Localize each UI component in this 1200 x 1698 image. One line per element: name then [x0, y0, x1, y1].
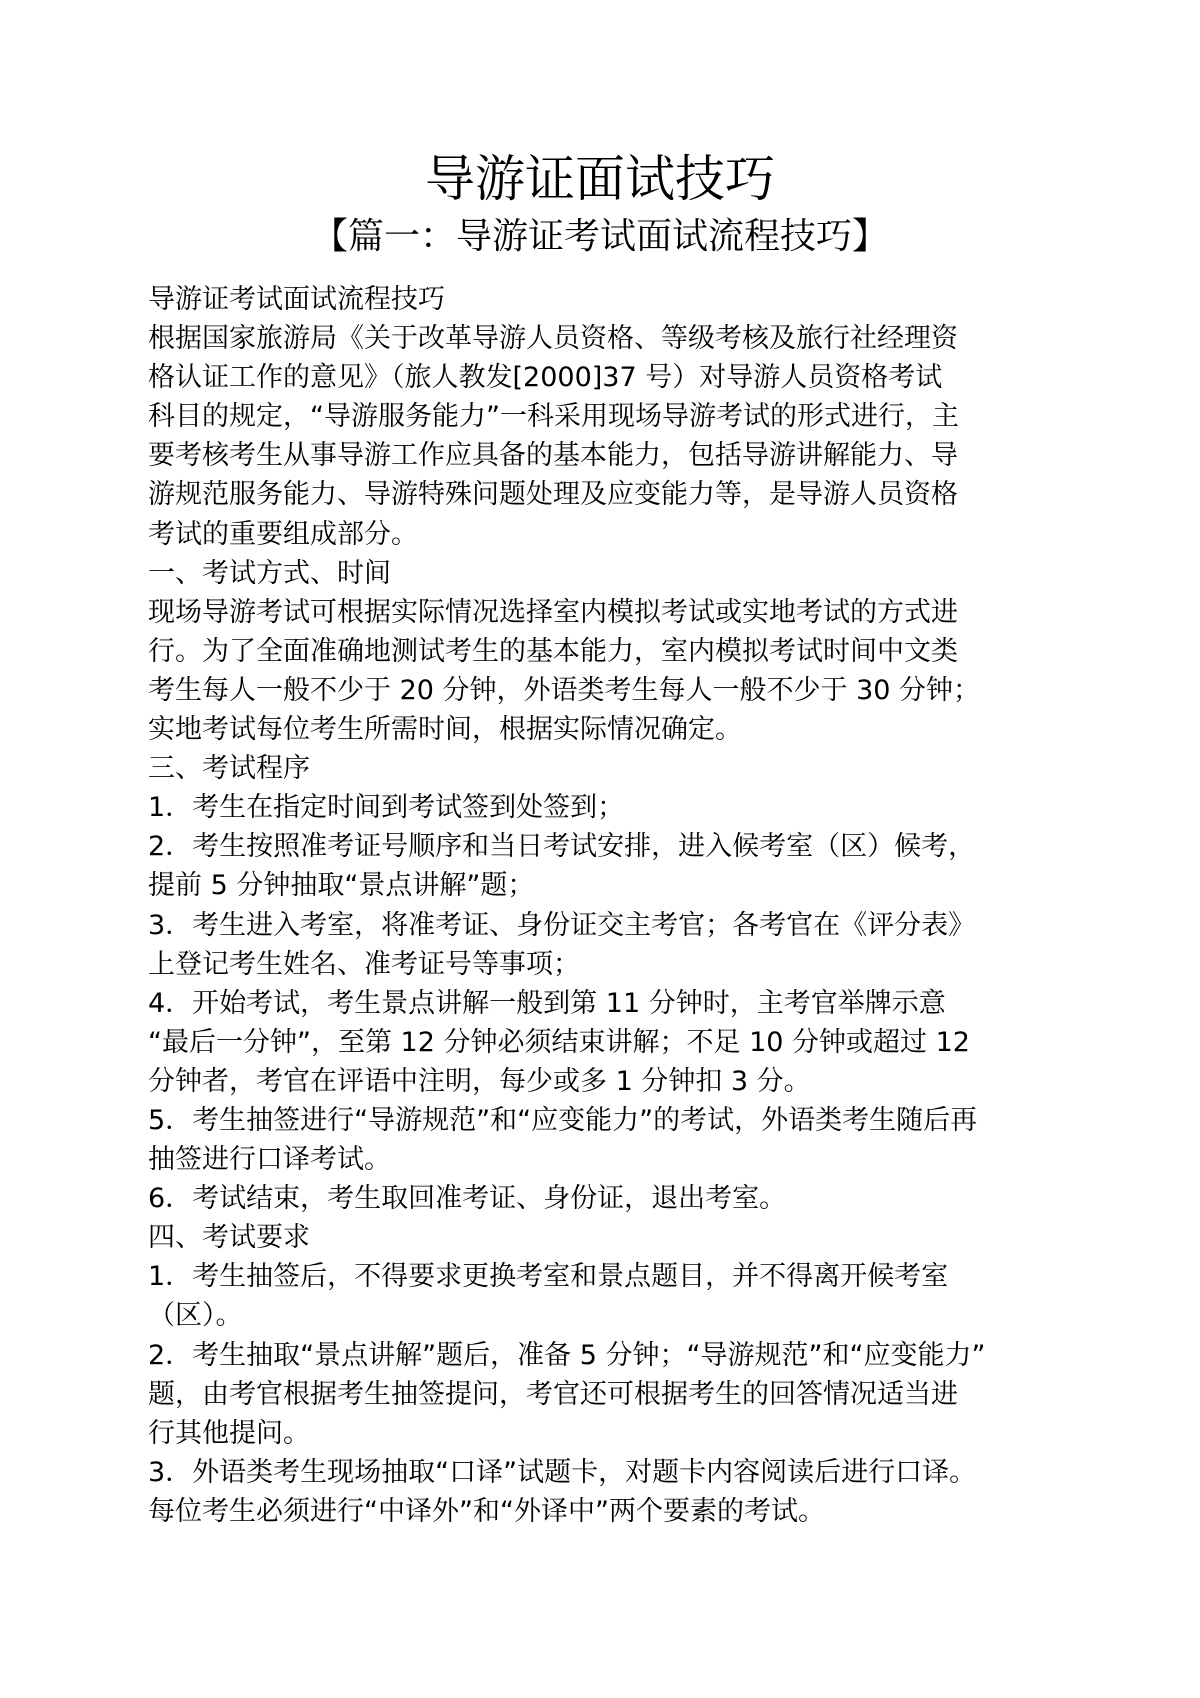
- text-line: 题，由考官根据考生抽签提问，考官还可根据考生的回答情况适当进: [148, 1378, 958, 1410]
- text-line: 4．开始考试，考生景点讲解一般到第 11 分钟时，主考官举牌示意: [148, 987, 946, 1019]
- text-line: 考生每人一般不少于 20 分钟，外语类考生每人一般不少于 30 分钟；: [148, 674, 981, 706]
- text-line: 考试的重要组成部分。: [148, 518, 418, 550]
- text-line: 三、考试程序: [148, 753, 310, 785]
- text-line: 2．考生抽取“景点讲解”题后，准备 5 分钟；“导游规范”和“应变能力”: [148, 1339, 986, 1371]
- text-line: 一、考试方式、时间: [148, 557, 391, 589]
- text-line: 格认证工作的意见》（旅人教发[2000]37 号）对导游人员资格考试: [148, 362, 943, 394]
- text-line: 6．考试结束，考生取回准考证、身份证，退出考室。: [148, 1183, 787, 1215]
- text-line: 5．考生抽签进行“导游规范”和“应变能力”的考试，外语类考生随后再: [148, 1104, 978, 1136]
- text-line: 3．考生进入考室，将准考证、身份证交主考官；各考官在《评分表》: [148, 909, 976, 941]
- text-line: 抽签进行口译考试。: [148, 1144, 391, 1176]
- text-line: 3．外语类考生现场抽取“口译”试题卡，对题卡内容阅读后进行口译。: [148, 1456, 977, 1488]
- document-title: 导游证面试技巧: [425, 150, 775, 208]
- document-body: [148, 280, 1068, 1531]
- text-line: 1．考生抽签后，不得要求更换考室和景点题目，并不得离开候考室: [148, 1261, 949, 1293]
- text-line: 游规范服务能力、导游特殊问题处理及应变能力等，是导游人员资格: [148, 479, 958, 511]
- text-line: 科目的规定，“导游服务能力”一科采用现场导游考试的形式进行，主: [148, 401, 959, 433]
- document-subtitle: 【篇一：导游证考试面试流程技巧】: [311, 216, 888, 257]
- text-line: 现场导游考试可根据实际情况选择室内模拟考试或实地考试的方式进: [148, 596, 958, 628]
- text-line: （区）。: [148, 1300, 243, 1332]
- text-line: 行其他提问。: [148, 1417, 310, 1449]
- text-line: 每位考生必须进行“中译外”和“外译中”两个要素的考试。: [148, 1495, 825, 1527]
- text-line: 要考核考生从事导游工作应具备的基本能力，包括导游讲解能力、导: [148, 440, 958, 472]
- text-line: 四、考试要求: [148, 1222, 310, 1254]
- text-line: 2．考生按照准考证号顺序和当日考试安排，进入候考室（区）候考，: [148, 831, 976, 863]
- text-line: 1．考生在指定时间到考试签到处签到；: [148, 792, 625, 824]
- text-line: 上登记考生姓名、准考证号等事项；: [148, 948, 580, 980]
- text-line: 提前 5 分钟抽取“景点讲解”题；: [148, 870, 535, 902]
- text-line: “最后一分钟”，至第 12 分钟必须结束讲解；不足 10 分钟或超过 12: [148, 1026, 970, 1058]
- text-line: 实地考试每位考生所需时间，根据实际情况确定。: [148, 714, 742, 746]
- text-line: 根据国家旅游局《关于改革导游人员资格、等级考核及旅行社经理资: [148, 323, 958, 355]
- text-line: 行。为了全面准确地测试考生的基本能力，室内模拟考试时间中文类: [148, 635, 958, 667]
- text-line: 分钟者，考官在评语中注明，每少或多 1 分钟扣 3 分。: [148, 1065, 811, 1097]
- text-line: 导游证考试面试流程技巧: [148, 284, 445, 315]
